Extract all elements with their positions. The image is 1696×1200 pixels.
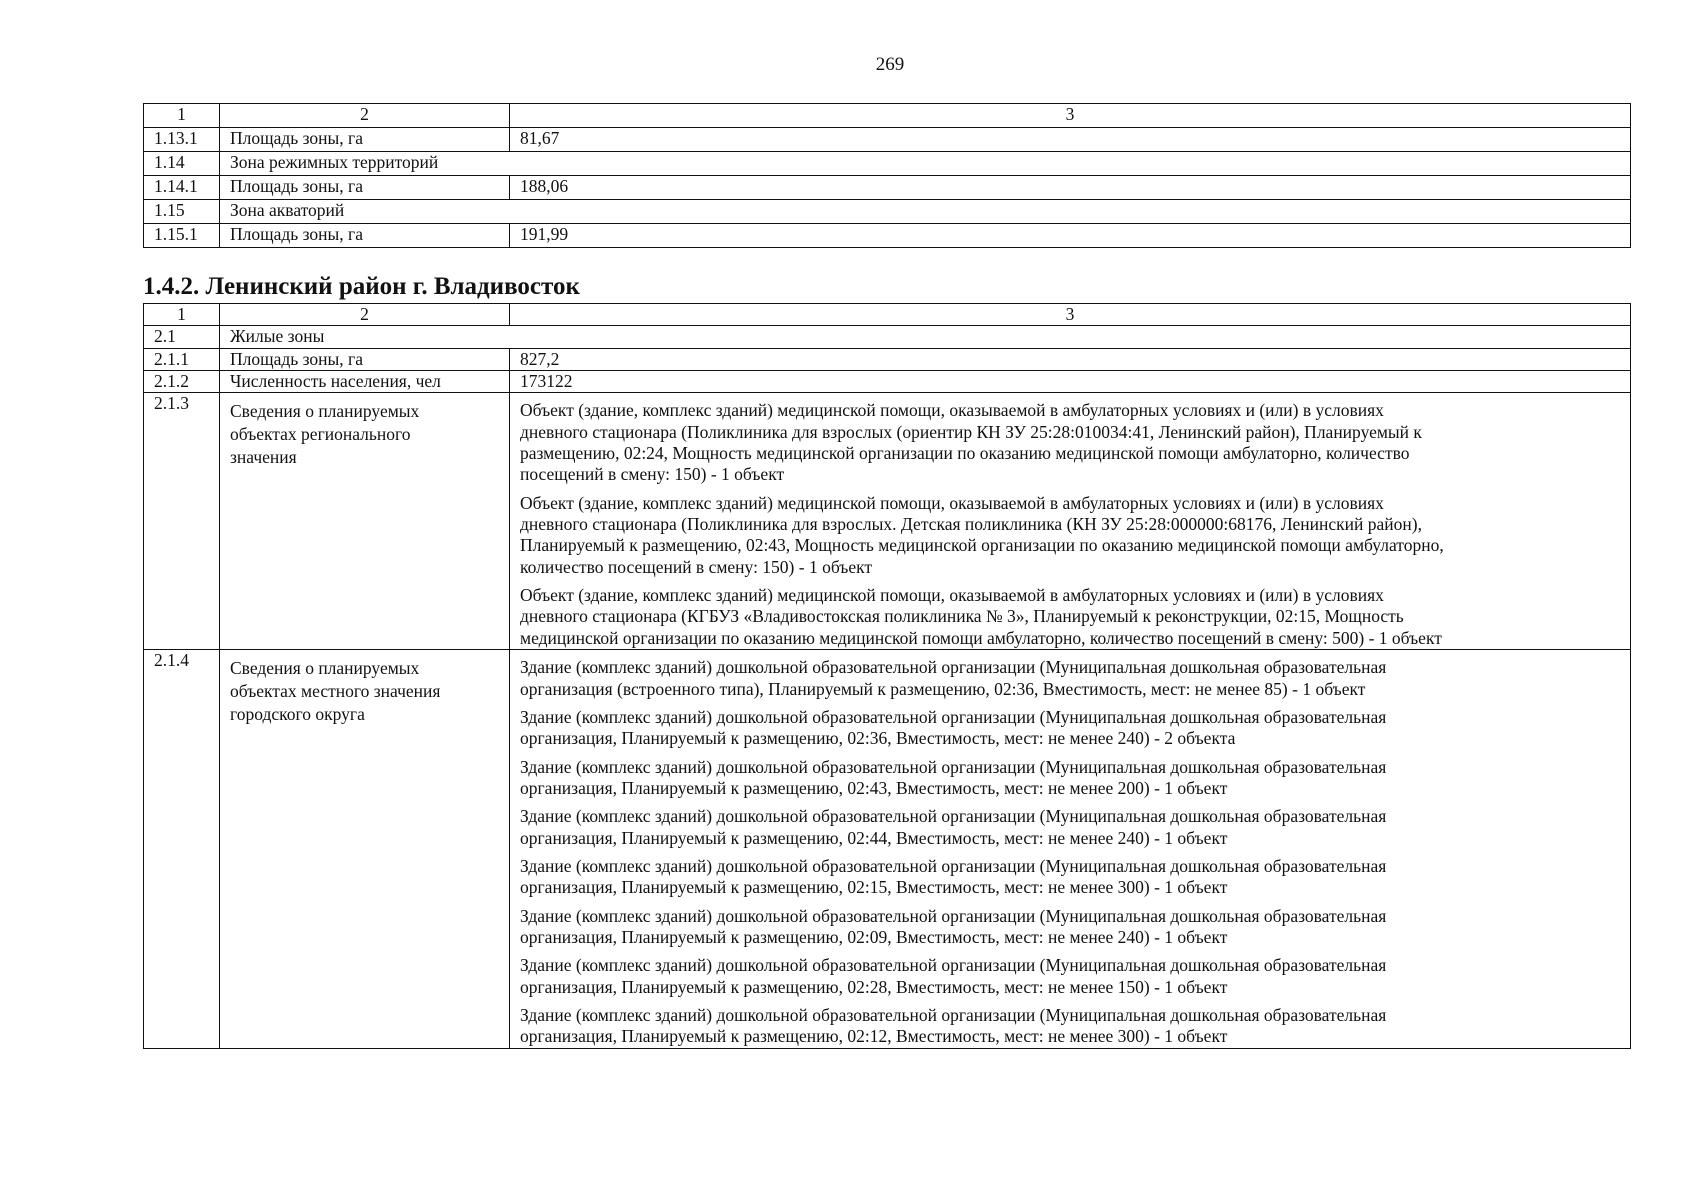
- table-header-row: [144, 304, 1631, 326]
- table-row: [144, 128, 1631, 152]
- row-label: [220, 393, 510, 650]
- entry-line: Объект (здание, комплекс зданий) медицинской помощи, оказываемой в амбулаторных условиях и (или) в условиях: [520, 400, 1384, 421]
- entry-line: организация, Планируемый к размещению, 02:12, Вместимость, мест: не менее 300) - 1 объект: [520, 1026, 1228, 1047]
- header-cell: 1: [144, 104, 220, 128]
- entry-line: Здание (комплекс зданий) дошкольной образовательной организации (Муниципальная дошкольная образовательная: [520, 905, 1387, 926]
- entry-line: медицинской организации по оказанию медицинской помощи амбулаторно, количество посещений в смену: 500) - 1 объект: [520, 627, 1442, 648]
- row-value: 81,67: [510, 128, 1631, 152]
- label-line: Сведения о планируемых: [230, 401, 420, 422]
- entry-line: организация, Планируемый к размещению, 02:44, Вместимость, мест: не менее 240) - 1 объект: [520, 827, 1228, 848]
- row-name: Численность населения, чел: [220, 371, 510, 393]
- entry-line: Объект (здание, комплекс зданий) медицинской помощи, оказываемой в амбулаторных условиях и (или) в условиях: [520, 585, 1384, 606]
- entry-line: организация, Планируемый к размещению, 02:36, Вместимость, мест: не менее 240) - 2 объекта: [520, 728, 1236, 749]
- row-number: 1.14: [144, 152, 220, 176]
- row-name: Зона акваторий: [220, 200, 1631, 224]
- row-name: Площадь зоны, га: [220, 348, 510, 370]
- row-value: 191,99: [510, 224, 1631, 248]
- row-number: 2.1.2: [144, 371, 220, 393]
- object-entry: [520, 906, 1630, 949]
- table-row: [144, 200, 1631, 224]
- entry-line: Здание (комплекс зданий) дошкольной образовательной организации (Муниципальная дошкольная образовательная: [520, 955, 1387, 976]
- row-number: 1.15.1: [144, 224, 220, 248]
- row-value: 173122: [510, 371, 1631, 393]
- table-row: [144, 224, 1631, 248]
- entry-line: дневного стационара (КГБУЗ «Владивостокская поликлиника № 3», Планируемый к реконструкции, 02:15, Мощность: [520, 606, 1404, 627]
- object-entry: [520, 707, 1630, 750]
- row-name: Площадь зоны, га: [220, 128, 510, 152]
- entry-line: организация (встроенного типа), Планируемый к размещению, 02:36, Вместимость, мест: не менее 85) - 1 объект: [520, 678, 1366, 699]
- section-title: 1.4.2. Ленинский район г. Владивосток: [143, 273, 580, 300]
- row-number: 1.15: [144, 200, 220, 224]
- entry-line: организация, Планируемый к размещению, 02:15, Вместимость, мест: не менее 300) - 1 объект: [520, 877, 1228, 898]
- header-cell: 2: [220, 304, 510, 326]
- object-entry: [520, 856, 1630, 899]
- entry-line: Здание (комплекс зданий) дошкольной образовательной организации (Муниципальная дошкольная образовательная: [520, 1004, 1387, 1025]
- label-line: объектах местного значения: [230, 680, 441, 701]
- zones-table-continued: [143, 103, 1631, 248]
- entry-line: размещению, 02:24, Мощность медицинской организации по оказанию медицинской помощи амбулаторно, количество: [520, 443, 1410, 464]
- entry-line: дневного стационара (Поликлиника для взрослых (ориентир КН ЗУ 25:28:010034:41, Ленинский район), Планируемый к: [520, 421, 1422, 442]
- entry-line: Здание (комплекс зданий) дошкольной образовательной организации (Муниципальная дошкольная образовательная: [520, 657, 1387, 678]
- object-entry: [520, 400, 1630, 485]
- entry-line: Здание (комплекс зданий) дошкольной образовательной организации (Муниципальная дошкольная образовательная: [520, 706, 1387, 727]
- object-entry: [520, 757, 1630, 800]
- label-line: городского округа: [230, 703, 365, 724]
- row-number: 1.13.1: [144, 128, 220, 152]
- row-number: 2.1.1: [144, 348, 220, 370]
- row-number: 2.1: [144, 326, 220, 348]
- entry-line: организация, Планируемый к размещению, 02:09, Вместимость, мест: не менее 240) - 1 объект: [520, 926, 1228, 947]
- entry-line: Здание (комплекс зданий) дошкольной образовательной организации (Муниципальная дошкольная образовательная: [520, 806, 1387, 827]
- row-name: Жилые зоны: [220, 326, 1631, 348]
- entry-line: Объект (здание, комплекс зданий) медицинской помощи, оказываемой в амбулаторных условиях и (или) в условиях: [520, 492, 1384, 513]
- entries-cell: [510, 650, 1631, 1049]
- label-line: Сведения о планируемых: [230, 658, 420, 679]
- entry-line: Здание (комплекс зданий) дошкольной образовательной организации (Муниципальная дошкольная образовательная: [520, 756, 1387, 777]
- table-row-local-objects: [144, 650, 1631, 1049]
- entry-line: дневного стационара (Поликлиника для взрослых. Детская поликлиника (КН ЗУ 25:28:000000:68176, Ленинский район),: [520, 514, 1422, 535]
- header-cell: 3: [510, 304, 1631, 326]
- object-entry: [520, 1005, 1630, 1048]
- label-line: значения: [230, 446, 297, 467]
- table-row: [144, 348, 1631, 370]
- object-entry: [520, 955, 1630, 998]
- table-row-regional-objects: [144, 393, 1631, 650]
- row-number: 2.1.4: [144, 650, 220, 1049]
- table-row: [144, 176, 1631, 200]
- row-label: [220, 650, 510, 1049]
- row-name: Зона режимных территорий: [220, 152, 1631, 176]
- object-entry: [520, 585, 1630, 649]
- header-cell: 2: [220, 104, 510, 128]
- entry-line: количество посещений в смену: 150) - 1 объект: [520, 556, 873, 577]
- row-number: 2.1.3: [144, 393, 220, 650]
- entry-line: Здание (комплекс зданий) дошкольной образовательной организации (Муниципальная дошкольная образовательная: [520, 855, 1387, 876]
- entry-line: посещений в смену: 150) - 1 объект: [520, 464, 785, 485]
- row-value: 188,06: [510, 176, 1631, 200]
- header-cell: 3: [510, 104, 1631, 128]
- table-row: [144, 152, 1631, 176]
- row-name: Площадь зоны, га: [220, 224, 510, 248]
- page-number: 269: [875, 54, 905, 75]
- row-value: 827,2: [510, 348, 1631, 370]
- row-number: 1.14.1: [144, 176, 220, 200]
- object-entry: [520, 806, 1630, 849]
- label-line: объектах регионального: [230, 424, 411, 445]
- entry-line: Планируемый к размещению, 02:43, Мощность медицинской организации по оказанию медицинской помощи амбулаторно,: [520, 535, 1444, 556]
- leninsky-district-table: [143, 303, 1631, 1049]
- table-row: [144, 326, 1631, 348]
- entry-line: организация, Планируемый к размещению, 02:43, Вместимость, мест: не менее 200) - 1 объект: [520, 777, 1228, 798]
- entry-line: организация, Планируемый к размещению, 02:28, Вместимость, мест: не менее 150) - 1 объект: [520, 976, 1228, 997]
- object-entry: [520, 657, 1630, 700]
- row-name: Площадь зоны, га: [220, 176, 510, 200]
- entries-cell: [510, 393, 1631, 650]
- object-entry: [520, 493, 1630, 578]
- header-cell: 1: [144, 304, 220, 326]
- table-row: [144, 371, 1631, 393]
- table-header-row: [144, 104, 1631, 128]
